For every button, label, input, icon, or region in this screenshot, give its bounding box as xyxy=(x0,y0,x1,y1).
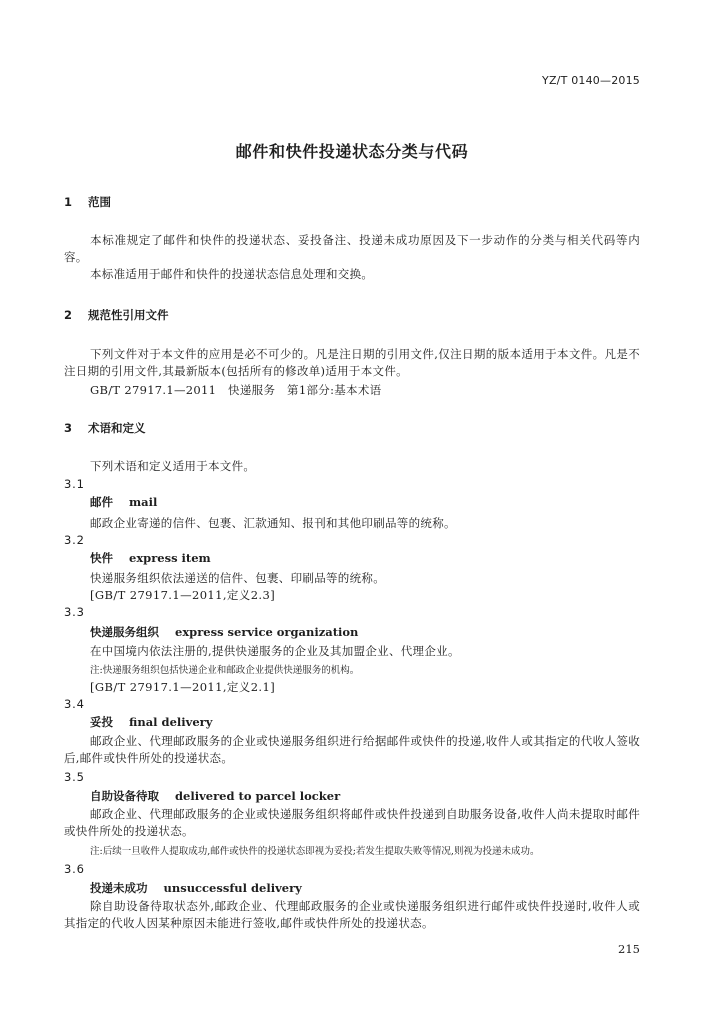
term-cn: 投递未成功 xyxy=(90,881,148,895)
section-2-heading xyxy=(64,307,169,323)
clause-number: 3.6 xyxy=(64,862,85,876)
section-number: 1 xyxy=(64,195,73,209)
term-en: final delivery xyxy=(129,715,213,729)
term-en: express item xyxy=(129,551,211,565)
clause-number: 3.5 xyxy=(64,770,85,784)
term-en: unsuccessful delivery xyxy=(163,881,302,895)
section-1-heading xyxy=(64,194,111,210)
term-source: [GB/T 27917.1—2011,定义2.1] xyxy=(90,680,276,694)
section-title: 规范性引用文件 xyxy=(88,308,169,322)
term-cn: 快递服务组织 xyxy=(90,625,159,639)
term-note: 注:后续一旦收件人提取成功,邮件或快件的投递状态即视为妥投;若发生提取失败等情况,则视为投递未成功。 xyxy=(90,846,540,857)
clause-number: 3.3 xyxy=(64,605,85,619)
term-entry xyxy=(90,624,358,640)
term-en: mail xyxy=(129,495,158,509)
term-cn: 邮件 xyxy=(90,495,113,509)
term-cn: 自助设备待取 xyxy=(90,789,159,803)
section-title: 范围 xyxy=(88,195,112,209)
section-number: 2 xyxy=(64,308,73,322)
section-title: 术语和定义 xyxy=(88,421,146,435)
term-cn: 快件 xyxy=(90,551,113,565)
term-entry xyxy=(90,788,340,804)
normative-reference: GB/T 27917.1—2011 快递服务 第1部分:基本术语 xyxy=(90,383,382,397)
clause-number: 3.2 xyxy=(64,533,85,547)
section-number: 3 xyxy=(64,421,73,435)
term-entry xyxy=(90,550,211,566)
paragraph: 本标准适用于邮件和快件的投递状态信息处理和交换。 xyxy=(90,267,374,281)
section-3-heading xyxy=(64,420,146,436)
terms-intro: 下列术语和定义适用于本文件。 xyxy=(90,459,256,473)
term-note: 注:快递服务组织包括快递企业和邮政企业提供快递服务的机构。 xyxy=(90,665,360,676)
clause-number: 3.4 xyxy=(64,697,85,711)
term-entry xyxy=(90,880,302,896)
term-entry xyxy=(90,714,212,730)
term-definition: 快递服务组织依法递送的信件、包裹、印刷品等的统称。 xyxy=(90,571,385,585)
term-source: [GB/T 27917.1—2011,定义2.3] xyxy=(90,588,276,602)
paragraph: 本标准规定了邮件和快件的投递状态、妥投备注、投递未成功原因及下一步动作的分类与相关代码等内容。 xyxy=(64,233,640,264)
term-en: express service organization xyxy=(175,625,359,639)
term-definition: 邮政企业、代理邮政服务的企业或快递服务组织进行给据邮件或快件的投递,收件人或其指定的代收人签收后,邮件或快件所处的投递状态。 xyxy=(64,734,640,765)
term-cn: 妥投 xyxy=(90,715,113,729)
term-definition: 在中国境内依法注册的,提供快递服务的企业及其加盟企业、代理企业。 xyxy=(90,644,460,658)
document-title: 邮件和快件投递状态分类与代码 xyxy=(235,142,469,161)
term-definition: 邮政企业、代理邮政服务的企业或快递服务组织将邮件或快件投递到自助服务设备,收件人尚未提取时邮件或快件所处的投递状态。 xyxy=(64,807,640,838)
term-definition: 邮政企业寄递的信件、包裹、汇款通知、报刊和其他印刷品等的统称。 xyxy=(90,516,456,530)
paragraph: 下列文件对于本文件的应用是必不可少的。凡是注日期的引用文件,仅注日期的版本适用于本文件。凡是不注日期的引用文件,其最新版本(包括所有的修改单)适用于本文件。 xyxy=(64,347,640,378)
clause-number: 3.1 xyxy=(64,477,85,491)
term-entry xyxy=(90,494,157,510)
page-number: 215 xyxy=(618,942,640,956)
standard-code: YZ/T 0140—2015 xyxy=(542,74,640,87)
term-en: delivered to parcel locker xyxy=(175,789,341,803)
term-definition: 除自助设备待取状态外,邮政企业、代理邮政服务的企业或快递服务组织进行邮件或快件投递时,收件人或其指定的代收人因某种原因未能进行签收,邮件或快件所处的投递状态。 xyxy=(64,899,640,930)
